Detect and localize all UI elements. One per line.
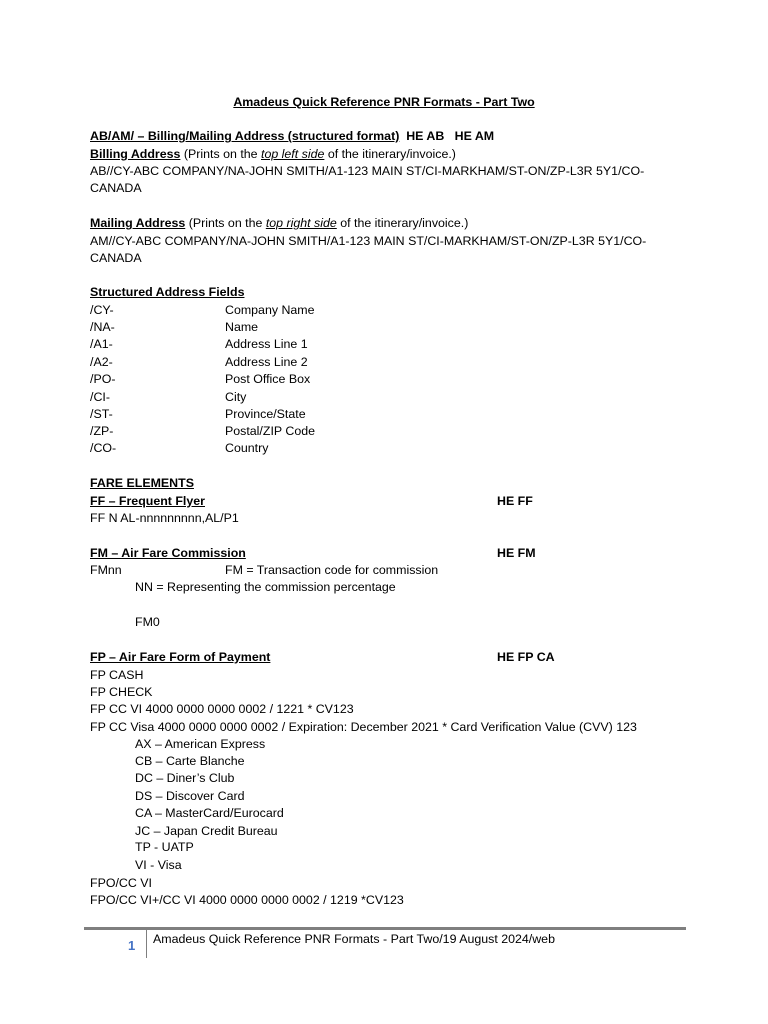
fp-example-line: FP CHECK <box>90 685 153 699</box>
field-desc: Address Line 2 <box>225 355 308 369</box>
field-code: /NA- <box>90 320 115 334</box>
field-desc: Address Line 1 <box>225 337 308 351</box>
card-code-item: CA – MasterCard/Eurocard <box>135 806 284 820</box>
fm-heading-row <box>90 545 536 562</box>
ff-he-code: HE FF <box>497 494 533 508</box>
field-row <box>90 354 308 371</box>
billing-he-codes: HE AB HE AM <box>406 129 495 143</box>
fm-he-code: HE FM <box>497 546 536 560</box>
field-row <box>90 336 308 353</box>
mailing-address-label: Mailing Address <box>90 216 186 230</box>
fp-heading: FP – Air Fare Form of Payment <box>90 650 271 664</box>
card-code-item: JC – Japan Credit Bureau <box>135 824 278 838</box>
card-code-item: VI - Visa <box>135 858 182 872</box>
field-code: /PO- <box>90 372 116 386</box>
fp-example-line: FP CC VI 4000 0000 0000 0002 / 1221 * CV123 <box>90 702 354 716</box>
billing-address-label: Billing Address <box>90 147 181 161</box>
field-code: /ZP- <box>90 424 114 438</box>
footer-text: Amadeus Quick Reference PNR Formats - Part Two/19 August 2024/web <box>153 932 555 946</box>
card-code-item: DC – Diner’s Club <box>135 771 235 785</box>
ff-heading-row <box>90 493 533 510</box>
field-row <box>90 371 311 388</box>
mailing-note-post: of the itinerary/invoice.) <box>336 216 469 230</box>
billing-section-heading: AB/AM/ – Billing/Mailing Address (structured format) <box>90 129 400 143</box>
field-desc: Province/State <box>225 407 306 421</box>
fm-code: FMnn <box>90 563 122 577</box>
billing-example-line2: CANADA <box>90 181 142 195</box>
field-code: /CI- <box>90 390 110 404</box>
fpo-example-line: FPO/CC VI+/CC VI 4000 0000 0000 0002 / 1219 *CV123 <box>90 893 404 907</box>
fp-example-line: FP CASH <box>90 668 144 682</box>
billing-note-pre: (Prints on the <box>180 147 261 161</box>
field-row <box>90 406 306 423</box>
field-code: /A1- <box>90 337 113 351</box>
field-desc: Company Name <box>225 303 315 317</box>
ff-example: FF N AL-nnnnnnnnn,AL/P1 <box>90 511 239 525</box>
card-code-item: CB – Carte Blanche <box>135 754 245 768</box>
fm-code-row <box>90 562 439 579</box>
field-desc: Postal/ZIP Code <box>225 424 315 438</box>
mailing-address-label-row <box>90 215 468 232</box>
field-desc: Country <box>225 441 269 455</box>
billing-address-label-row <box>90 146 456 163</box>
field-desc: Post Office Box <box>225 372 311 386</box>
fm-desc-2: NN = Representing the commission percentage <box>135 580 396 594</box>
billing-note-emphasis: top left side <box>261 147 325 161</box>
card-code-item: TP - UATP <box>135 840 194 854</box>
field-code: /ST- <box>90 407 113 421</box>
page-title: Amadeus Quick Reference PNR Formats - Part Two <box>233 95 535 109</box>
fields-heading: Structured Address Fields <box>90 285 245 299</box>
field-code: /A2- <box>90 355 113 369</box>
fp-he-code: HE FP CA <box>497 650 555 664</box>
field-code: /CY- <box>90 303 114 317</box>
card-code-item: DS – Discover Card <box>135 789 245 803</box>
footer-rule <box>84 927 686 930</box>
fp-example-line: FP CC Visa 4000 0000 0000 0002 / Expiration: December 2021 * Card Verification Value (CVV) 123 <box>90 720 637 734</box>
billing-note-post: of the itinerary/invoice.) <box>324 147 456 161</box>
mailing-example-line2: CANADA <box>90 251 142 265</box>
footer-divider <box>146 930 147 958</box>
mailing-example-line1: AM//CY-ABC COMPANY/NA-JOHN SMITH/A1-123 MAIN ST/CI-MARKHAM/ST-ON/ZP-L3R 5Y1/CO- <box>90 234 647 248</box>
fpo-example-line: FPO/CC VI <box>90 876 152 890</box>
field-desc: City <box>225 390 247 404</box>
fm-heading: FM – Air Fare Commission <box>90 546 246 560</box>
billing-section-heading-row <box>90 128 494 145</box>
fm-desc-1: FM = Transaction code for commission <box>225 563 439 577</box>
mailing-note-emphasis: top right side <box>265 216 337 230</box>
fm-example: FM0 <box>135 615 160 629</box>
field-row <box>90 319 259 336</box>
field-row <box>90 423 315 440</box>
field-code: /CO- <box>90 441 117 455</box>
fp-heading-row <box>90 649 555 666</box>
field-row <box>90 302 315 319</box>
fare-elements-heading: FARE ELEMENTS <box>90 476 194 490</box>
field-row <box>90 389 247 406</box>
field-desc: Name <box>225 320 259 334</box>
billing-example-line1: AB//CY-ABC COMPANY/NA-JOHN SMITH/A1-123 MAIN ST/CI-MARKHAM/ST-ON/ZP-L3R 5Y1/CO- <box>90 164 645 178</box>
field-row <box>90 440 269 457</box>
page-number: 1 <box>128 938 136 953</box>
ff-heading: FF – Frequent Flyer <box>90 494 205 508</box>
mailing-note-pre: (Prints on the <box>185 216 266 230</box>
card-code-item: AX – American Express <box>135 737 266 751</box>
